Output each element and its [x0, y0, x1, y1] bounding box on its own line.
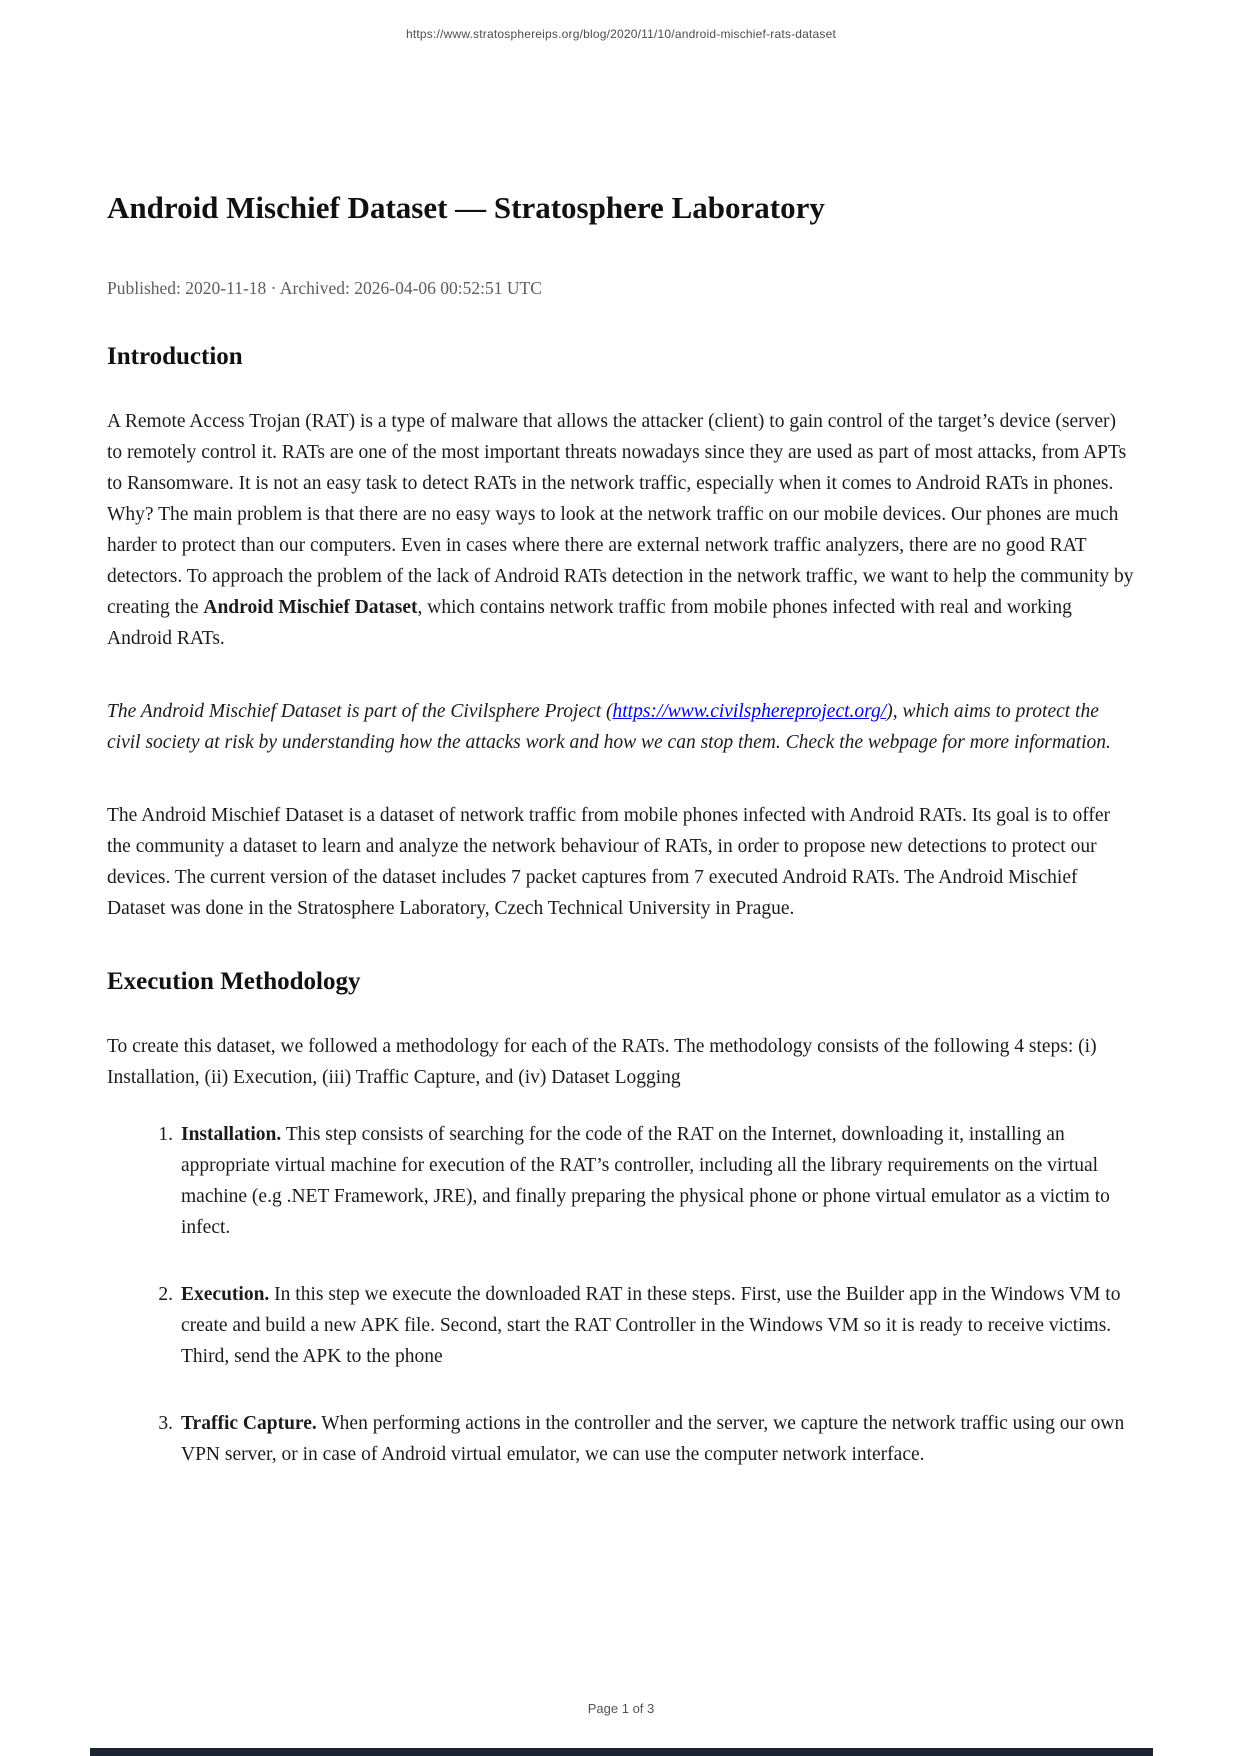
print-header-url: https://www.stratosphereips.org/blog/2020/11/10/android-mischief-rats-dataset — [405, 27, 837, 41]
published-archived-line: Published: 2020-11-18 · Archived: 2026-04-06 00:52:51 UTC — [107, 278, 542, 299]
step-text: When performing actions in the controller and the server, we capture the network traffic using our own VPN server, or in case of Android virtual emulator, we can use the computer network interface. — [181, 1412, 1125, 1465]
document-page — [0, 189, 1242, 1470]
next-page-top-bar — [90, 1748, 1153, 1756]
methodology-paragraph: To create this dataset, we followed a methodology for each of the RATs. The methodology consists of the following 4 steps: (i) Installation, (ii) Execution, (iii) Traffic Capture, and (iv) Dataset Logging — [107, 1035, 1097, 1088]
dataset-description-paragraph: The Android Mischief Dataset is a dataset of network traffic from mobile phones infected with Android RATs. Its goal is to offer the community a dataset to learn and analyze the network behaviour of RATs, in order to propose new detections to protect our devices. The current version of the dataset includes 7 packet captures from 7 executed Android RATs. The Android Mischief Dataset was done in the Stratosphere Laboratory, Czech Technical University in Prague. — [107, 804, 1111, 919]
intro-paragraph — [107, 406, 1135, 654]
step-label: Execution. — [181, 1283, 270, 1305]
step-item-traffic-capture — [107, 1408, 1135, 1470]
step-label: Traffic Capture. — [181, 1412, 317, 1434]
step-item-installation — [107, 1119, 1135, 1243]
dataset-name-bold: Android Mischief Dataset — [203, 596, 418, 618]
section-heading-execution-methodology: Execution Methodology — [107, 967, 361, 995]
step-number: 3. — [158, 1412, 173, 1434]
step-label: Installation. — [181, 1123, 282, 1145]
step-text: This step consists of searching for the code of the RAT on the Internet, downloading it, installing an appropriate virtual machine for execution of the RAT’s controller, including all the library requirements on the virtual machine (e.g .NET Framework, JRE), and finally preparing the physical phone or phone virtual emulator as a victim to infect. — [181, 1123, 1110, 1238]
section-heading-introduction: Introduction — [107, 343, 243, 371]
civilsphere-note-post: ), which aims to protect the civil society at risk by understanding how the attacks work and how we can stop them. Check the webpage for more information. — [107, 700, 1111, 753]
page-title: Android Mischief Dataset — Stratosphere Laboratory — [107, 190, 825, 225]
civilsphere-note-pre: The Android Mischief Dataset is part of the Civilsphere Project ( — [107, 700, 613, 722]
step-number: 1. — [158, 1123, 173, 1145]
step-text: In this step we execute the downloaded RAT in these steps. First, use the Builder app in the Windows VM to create and build a new APK file. Second, start the RAT Controller in the Windows VM so it is ready to receive victims. Third, send the APK to the phone — [181, 1283, 1121, 1367]
step-item-execution — [107, 1279, 1135, 1372]
methodology-steps-list — [107, 1119, 1135, 1470]
page-indicator: Page 1 of 3 — [587, 1701, 655, 1716]
intro-paragraph-text: A Remote Access Trojan (RAT) is a type of malware that allows the attacker (client) to gain control of the target’s device (server) to remotely control it. RATs are one of the most important threats nowadays since they are used as part of most attacks, from APTs to Ransomware. It is not an easy task to detect RATs in the network traffic, especially when it comes to Android RATs in phones. Why? The main problem is that there are no easy ways to look at the network traffic on our mobile devices. Our phones are much harder to protect than our computers. Even in cases where there are external network traffic analyzers, there are no good RAT detectors. To approach the problem of the lack of Android RATs detection in the network traffic, we want to help the community by creating the — [107, 410, 1134, 618]
civilsphere-note-paragraph — [107, 696, 1135, 758]
intro-paragraph-tail: , which contains network traffic from mobile phones infected with real and working Android RATs. — [107, 596, 1072, 649]
step-number: 2. — [158, 1283, 173, 1305]
civilsphere-project-link[interactable]: https://www.civilsphereproject.org/ — [612, 700, 887, 722]
